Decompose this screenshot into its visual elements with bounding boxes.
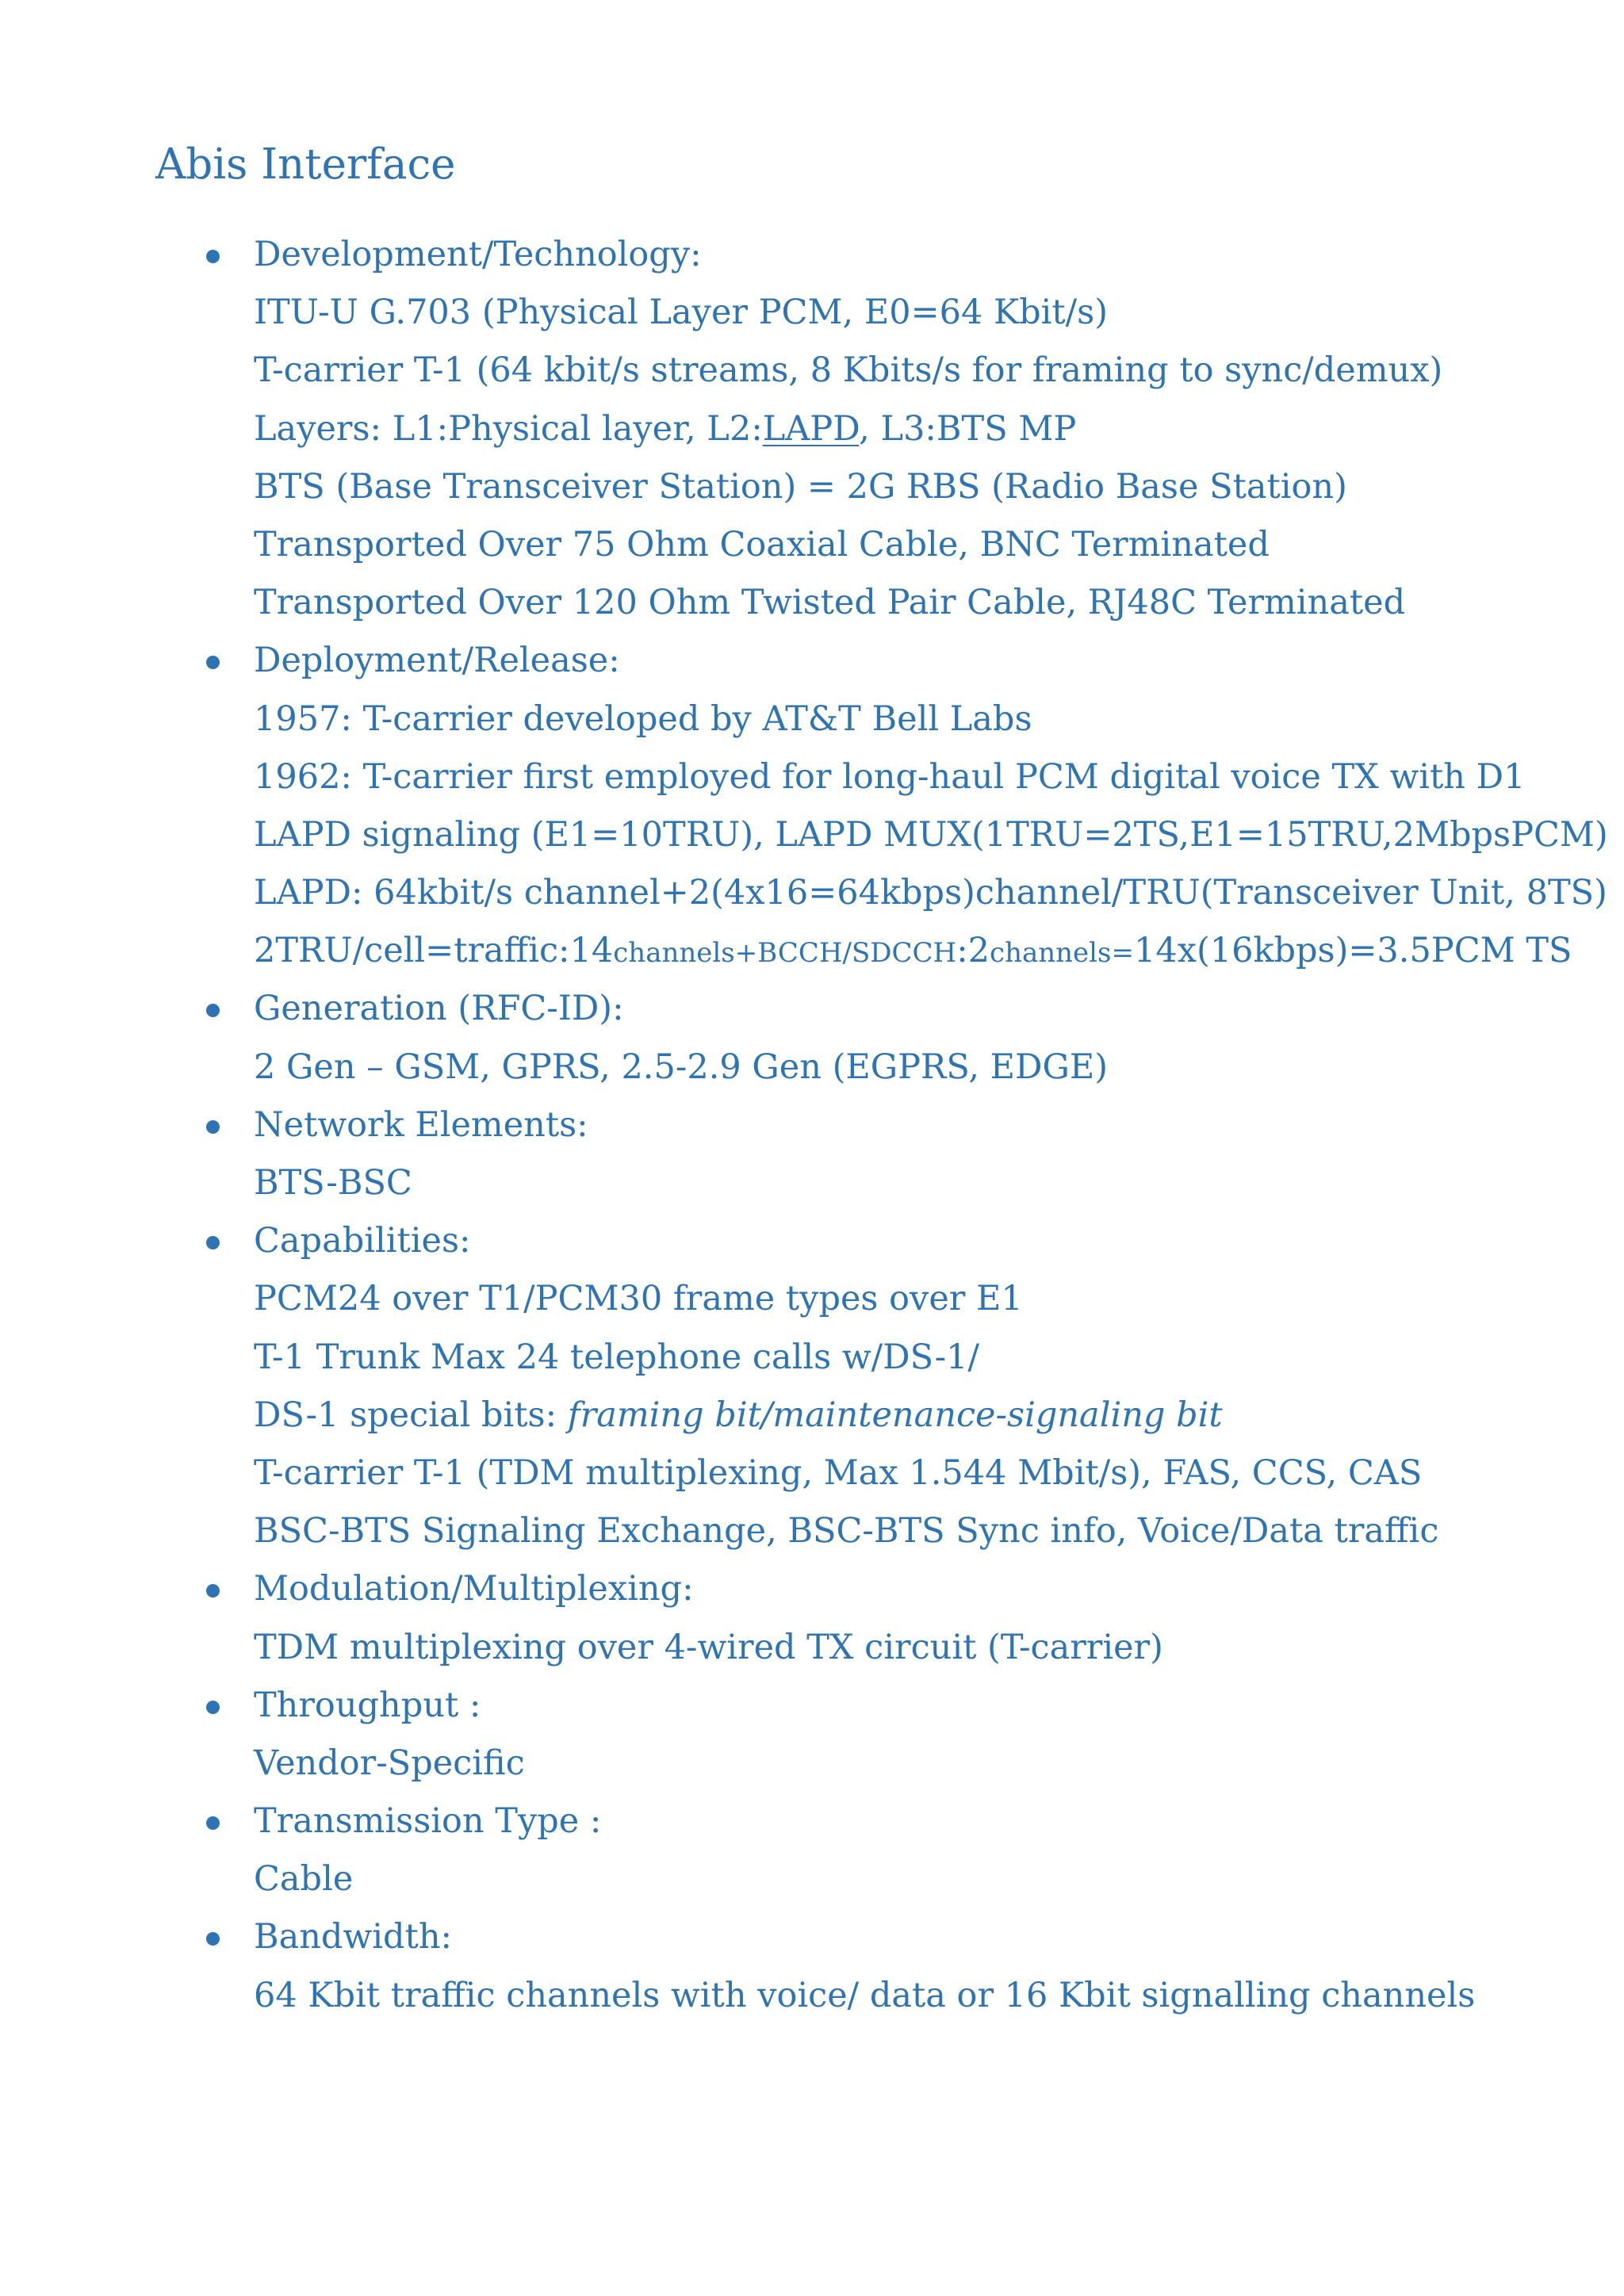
page-title: Abis Interface (155, 140, 456, 189)
section-line: Cable (254, 1859, 354, 1900)
section-line: DS-1 special bits: framing bit/maintenance-signaling bit (254, 1395, 1223, 1435)
italic-emphasis: framing bit/maintenance-signaling bit (567, 1395, 1223, 1435)
section-line: Transported Over 120 Ohm Twisted Pair Cable, RJ48C Terminated (254, 583, 1406, 623)
bullet-icon (206, 1120, 220, 1134)
section-line: Transported Over 75 Ohm Coaxial Cable, BNC Terminated (254, 524, 1270, 564)
section-line: PCM24 over T1/PCM30 frame types over E1 (254, 1279, 1023, 1319)
bullet-icon (206, 1701, 220, 1714)
section-generation (0, 980, 1608, 1096)
section-line: ITU-U G.703 (Physical Layer PCM, E0=64 Kbit/s) (254, 293, 1108, 333)
section-bandwidth (0, 1908, 1608, 2024)
section-heading: Capabilities: (254, 1221, 471, 1261)
section-throughput (0, 1677, 1608, 1793)
bullet-icon (206, 250, 220, 263)
section-line: BTS (Base Transceiver Station) = 2G RBS (Radio Base Station) (254, 466, 1347, 507)
section-line: T-1 Trunk Max 24 telephone calls w/DS-1/ (254, 1337, 979, 1377)
section-modulation (0, 1560, 1608, 1676)
section-line: TDM multiplexing over 4-wired TX circuit (T-carrier) (254, 1627, 1163, 1667)
section-heading: Throughput : (254, 1685, 481, 1725)
section-capabilities (0, 1212, 1608, 1560)
section-line: T-carrier T-1 (64 kbit/s streams, 8 Kbits/s for framing to sync/demux) (254, 350, 1443, 391)
section-heading: Bandwidth: (254, 1917, 453, 1957)
section-line: Vendor-Specific (254, 1743, 525, 1783)
section-line: 2TRU/cell=traffic:14channels+BCCH/SDCCH:2channels=14x(16kbps)=3.5PCM TS (254, 931, 1572, 971)
section-line: LAPD: 64kbit/s channel+2(4x16=64kbps)channel/TRU(Transceiver Unit, 8TS) (254, 873, 1607, 913)
section-line: Layers: L1:Physical layer, L2:LAPD, L3:BTS MP (254, 408, 1077, 449)
bullet-list (0, 226, 1608, 2025)
section-heading: Transmission Type : (254, 1801, 602, 1842)
section-transmission-type (0, 1793, 1608, 1908)
section-line: 64 Kbit traffic channels with voice/ data or 16 Kbit signalling channels (254, 1975, 1476, 2015)
lapd-link-text: LAPD (762, 408, 860, 449)
section-line: T-carrier T-1 (TDM multiplexing, Max 1.544 Mbit/s), FAS, CCS, CAS (254, 1452, 1423, 1493)
section-line: 1962: T-carrier first employed for long-haul PCM digital voice TX with D1 (254, 756, 1526, 797)
section-heading: Generation (RFC-ID): (254, 989, 624, 1029)
section-heading: Network Elements: (254, 1104, 588, 1145)
section-line: LAPD signaling (E1=10TRU), LAPD MUX(1TRU=2TS,E1=15TRU,2MbpsPCM) (254, 814, 1608, 855)
section-network-elements (0, 1096, 1608, 1212)
section-line: 1957: T-carrier developed by AT&T Bell Labs (254, 698, 1032, 739)
section-deployment (0, 632, 1608, 980)
section-line: BTS-BSC (254, 1163, 412, 1203)
section-heading: Development/Technology: (254, 235, 702, 274)
section-development (0, 226, 1608, 632)
section-line: 2 Gen – GSM, GPRS, 2.5-2.9 Gen (EGPRS, EDGE) (254, 1047, 1109, 1087)
section-heading: Deployment/Release: (254, 641, 620, 681)
section-heading: Modulation/Multiplexing: (254, 1569, 694, 1609)
bullet-icon (206, 1816, 220, 1830)
section-line: BSC-BTS Signaling Exchange, BSC-BTS Sync info, Voice/Data traffic (254, 1511, 1439, 1552)
